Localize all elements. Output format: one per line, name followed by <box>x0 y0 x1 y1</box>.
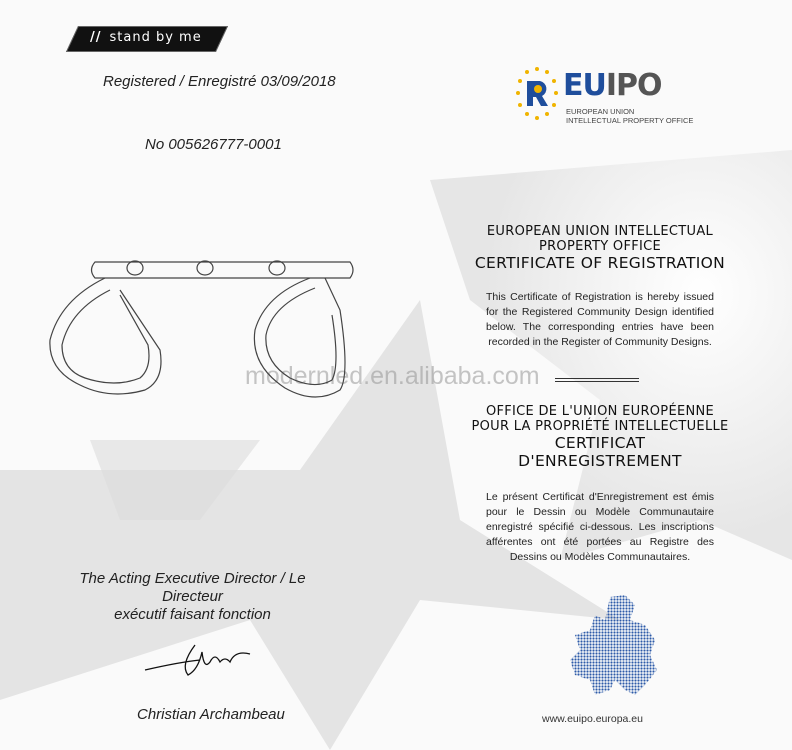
euipo-eu: EU <box>563 68 606 103</box>
brand-logo-text: // stand by me <box>90 30 202 45</box>
registered-design-drawing <box>40 250 360 415</box>
signatory-title <box>60 570 325 624</box>
euipo-subtitle-line2: INTELLECTUAL PROPERTY OFFICE <box>566 116 694 125</box>
website-link[interactable]: www.euipo.europa.eu <box>542 713 643 725</box>
office-name-fr-line2: POUR LA PROPRIÉTÉ INTELLECTUELLE <box>471 419 729 434</box>
euipo-wordmark <box>563 68 662 103</box>
signature <box>140 640 270 680</box>
europe-map-icon <box>565 595 660 700</box>
certificate-title-en: CERTIFICATE OF REGISTRATION <box>474 254 726 272</box>
office-name-en-line2: PROPERTY OFFICE <box>538 239 662 254</box>
euipo-subtitle-line1: EUROPEAN UNION <box>566 107 635 116</box>
office-name-fr <box>430 404 770 470</box>
signatory-title-line2: exécutif faisant fonction <box>114 606 271 623</box>
signatory-title-line1: The Acting Executive Director / Le Directeur <box>79 570 306 605</box>
euipo-ipo: IPO <box>605 68 662 103</box>
registered-date: Registered / Enregistré 03/09/2018 <box>103 73 336 90</box>
eu-stars-r-icon <box>515 64 559 124</box>
watermark: modernled.en.alibaba.com <box>245 362 540 390</box>
certificate-title-fr-line2: D'ENREGISTREMENT <box>518 452 682 470</box>
certificate-body-en: This Certificate of Registration is hereby issued for the Registered Community Design identified below. The corresponding entries have been recorded in the Register of Community Designs. <box>486 291 714 348</box>
certificate-title-fr-line1: CERTIFICAT <box>554 434 646 452</box>
office-name-en <box>440 224 760 273</box>
divider <box>555 378 639 382</box>
signatory-name: Christian Archambeau <box>137 706 285 723</box>
certificate-body-fr: Le présent Certificat d'Enregistrement est émis pour le Dessin ou Modèle Communautaire enregistré spécifié ci-dessous. Les inscriptions afférentes ont été portées au Registre des Dessins ou Modèles Communautaires. <box>486 491 714 563</box>
office-name-en-line1: EUROPEAN UNION INTELLECTUAL <box>486 224 714 239</box>
office-name-fr-line1: OFFICE DE L'UNION EUROPÉENNE <box>485 404 715 419</box>
registration-number: No 005626777-0001 <box>145 136 282 153</box>
euipo-subtitle <box>566 107 693 125</box>
